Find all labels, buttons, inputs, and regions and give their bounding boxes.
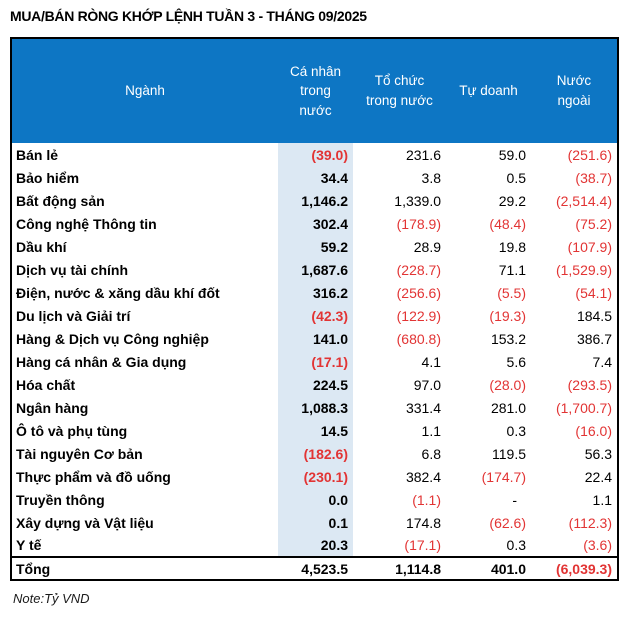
table-row (11, 143, 618, 166)
value-cell: 302.4 (278, 212, 353, 235)
sector-cell: Tài nguyên Cơ bản (16, 445, 143, 462)
value-cell: 56.3 (584, 445, 612, 462)
sector-net-flow-table (10, 37, 619, 581)
value-cell: (1.1) (412, 491, 441, 508)
value-cell: 316.2 (278, 281, 353, 304)
sector-cell: Hàng & Dịch vụ Công nghiệp (16, 330, 209, 347)
value-cell: (178.9) (396, 215, 441, 232)
value-cell: 59.2 (278, 235, 353, 258)
value-cell: (6,039.3) (531, 557, 618, 580)
value-cell: 174.8 (405, 514, 441, 531)
value-cell: 141.0 (278, 327, 353, 350)
total-row (11, 557, 618, 580)
column-header-0: Ngành (11, 38, 278, 143)
value-cell: 331.4 (405, 399, 441, 416)
table-header (11, 38, 618, 143)
value-cell: 20.3 (278, 534, 353, 557)
table-row (11, 166, 618, 189)
value-cell: 224.5 (278, 373, 353, 396)
value-cell: 1.1 (592, 491, 612, 508)
value-cell: (2,514.4) (555, 192, 612, 209)
value-cell: 184.5 (576, 307, 612, 324)
value-cell: (16.0) (575, 422, 612, 439)
value-cell: (54.1) (575, 284, 612, 301)
value-cell: (1,529.9) (555, 261, 612, 278)
column-header-3: Tự doanh (446, 38, 531, 143)
value-cell: 1,088.3 (278, 396, 353, 419)
value-cell: (75.2) (575, 215, 612, 232)
value-cell: 34.4 (278, 166, 353, 189)
value-cell: (251.6) (567, 146, 612, 163)
value-cell: (42.3) (278, 304, 353, 327)
value-cell: (38.7) (575, 169, 612, 186)
table-row (11, 465, 618, 488)
sector-cell: Dịch vụ tài chính (16, 261, 129, 278)
value-cell: 401.0 (446, 557, 531, 580)
value-cell: 0.3 (506, 422, 526, 439)
sector-cell: Du lịch và Giải trí (16, 307, 131, 324)
value-cell: (293.5) (567, 376, 612, 393)
value-cell: 153.2 (490, 330, 526, 347)
value-cell: 1.1 (421, 422, 441, 439)
value-cell: 7.4 (592, 353, 612, 370)
value-cell: (19.3) (489, 307, 526, 324)
value-cell: 5.6 (506, 353, 526, 370)
value-cell: 14.5 (278, 419, 353, 442)
header-row (11, 38, 618, 143)
sector-cell: Thực phẩm và đồ uống (16, 468, 171, 485)
column-header-1: Cá nhân trong nước (278, 38, 353, 143)
value-cell: (228.7) (396, 261, 441, 278)
value-cell: 19.8 (498, 238, 526, 255)
sector-cell: Dầu khí (16, 238, 67, 255)
value-cell: (122.9) (396, 307, 441, 324)
value-cell: (17.1) (404, 537, 441, 553)
sector-cell: Ô tô và phụ tùng (16, 422, 128, 439)
sector-cell: Ngân hàng (16, 399, 89, 416)
sector-cell: Hàng cá nhân & Gia dụng (16, 353, 187, 370)
table-row (11, 304, 618, 327)
value-cell: 28.9 (413, 238, 441, 255)
value-cell: (256.6) (396, 284, 441, 301)
table-footer (11, 557, 618, 580)
value-cell: (5.5) (497, 284, 526, 301)
value-cell: 59.0 (498, 146, 526, 163)
table-row (11, 534, 618, 557)
table-row (11, 419, 618, 442)
value-cell: (107.9) (567, 238, 612, 255)
value-cell: 119.5 (492, 445, 526, 462)
value-cell: (39.0) (278, 143, 353, 166)
value-cell: 1,687.6 (278, 258, 353, 281)
table-row (11, 212, 618, 235)
value-cell: 1,339.0 (394, 192, 441, 209)
value-cell: (3.6) (583, 537, 612, 553)
value-cell: 382.4 (405, 468, 441, 485)
value-cell: (62.6) (489, 514, 526, 531)
value-cell: (1,700.7) (555, 399, 612, 416)
value-cell: (182.6) (278, 442, 353, 465)
sector-cell: Truyền thông (16, 491, 105, 508)
value-cell: 0.5 (506, 169, 526, 186)
value-cell: 1,114.8 (353, 557, 446, 580)
value-cell: (28.0) (489, 376, 526, 393)
table-row (11, 258, 618, 281)
table-row (11, 327, 618, 350)
sector-cell: Y tế (16, 537, 42, 553)
total-label-cell: Tổng (11, 557, 278, 580)
table-row (11, 442, 618, 465)
value-cell: (230.1) (278, 465, 353, 488)
value-cell: (174.7) (481, 468, 526, 485)
value-cell: 3.8 (421, 169, 441, 186)
table-row (11, 350, 618, 373)
table-row (11, 373, 618, 396)
value-cell: 281.0 (490, 399, 526, 416)
value-cell: (17.1) (278, 350, 353, 373)
value-cell: - (512, 491, 517, 508)
table-row (11, 396, 618, 419)
value-cell: 1,146.2 (278, 189, 353, 212)
column-header-2: Tổ chức trong nước (353, 38, 446, 143)
sector-cell: Bảo hiểm (16, 169, 80, 186)
value-cell: 22.4 (584, 468, 612, 485)
value-cell: 0.0 (278, 488, 353, 511)
sector-cell: Bất động sản (16, 192, 105, 209)
value-cell: 386.7 (576, 330, 612, 347)
value-cell: (112.3) (568, 514, 612, 531)
table-row (11, 511, 618, 534)
table-row (11, 488, 618, 511)
column-header-4: Nước ngoài (531, 38, 618, 143)
table-body (11, 143, 618, 557)
sector-cell: Công nghệ Thông tin (16, 215, 157, 232)
table-row (11, 281, 618, 304)
sector-cell: Bán lẻ (16, 146, 59, 163)
page-title: MUA/BÁN RÒNG KHỚP LỆNH TUẦN 3 - THÁNG 09/2025 (10, 8, 367, 24)
table-row (11, 235, 618, 258)
sector-cell: Xây dựng và Vật liệu (16, 514, 154, 531)
value-cell: (48.4) (489, 215, 526, 232)
value-cell: 97.0 (413, 376, 441, 393)
table-row (11, 189, 618, 212)
value-cell: 0.1 (278, 511, 353, 534)
sector-cell: Hóa chất (16, 376, 76, 393)
value-cell: 29.2 (498, 192, 526, 209)
value-cell: 71.1 (498, 261, 526, 278)
value-cell: 0.3 (506, 537, 526, 553)
value-cell: 6.8 (421, 445, 441, 462)
sector-cell: Điện, nước & xăng dầu khí đốt (16, 284, 220, 301)
value-cell: 231.6 (405, 146, 441, 163)
unit-note: Note:Tỷ VND (13, 591, 90, 606)
value-cell: 4.1 (421, 353, 441, 370)
value-cell: (680.8) (396, 330, 441, 347)
value-cell: 4,523.5 (278, 557, 353, 580)
